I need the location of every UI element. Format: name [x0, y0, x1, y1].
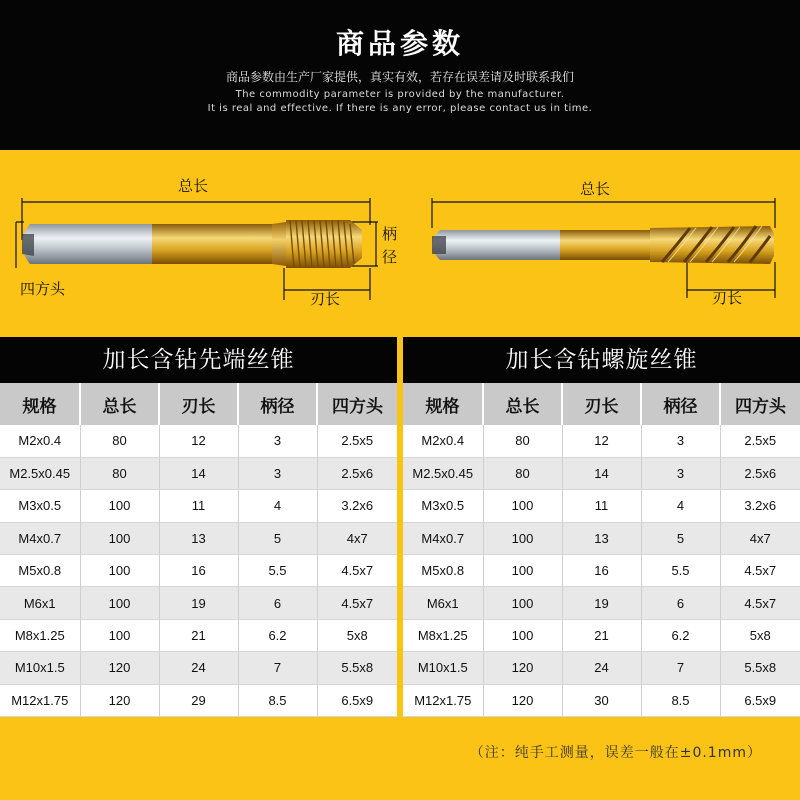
table-cell: 6.5x9 — [317, 684, 397, 716]
table-cell: 6.2 — [641, 619, 720, 651]
table-row — [0, 522, 397, 554]
column-header-shank-diameter: 柄径 — [238, 383, 317, 425]
spec-table-right — [403, 337, 800, 717]
subtitle-cn: 商品参数由生产厂家提供，真实有效，若存在误差请及时联系我们 — [225, 70, 574, 84]
table-cell: 13 — [159, 522, 238, 554]
table-cell: M5x0.8 — [403, 555, 483, 587]
table-body — [0, 425, 397, 717]
table-cell: 4.5x7 — [317, 587, 397, 619]
table-row — [403, 652, 800, 684]
table-cell: 100 — [80, 555, 159, 587]
right-total-length-dimension — [432, 198, 775, 228]
table-cell: M6x1 — [403, 587, 483, 619]
table-cell: 6.2 — [238, 619, 317, 651]
table-row — [403, 587, 800, 619]
column-header-total-length: 总长 — [80, 383, 159, 425]
table-row — [403, 522, 800, 554]
table-cell: 5.5x8 — [317, 652, 397, 684]
table-cell: M10x1.5 — [403, 652, 483, 684]
table-row — [403, 490, 800, 522]
table-cell: 12 — [159, 425, 238, 457]
table-row — [0, 652, 397, 684]
table-cell: M2x0.4 — [0, 425, 80, 457]
table-cell: 5 — [238, 522, 317, 554]
table-header-row — [403, 383, 800, 425]
subtitle-en-line-2: It is real and effective. If there is any error, please contact us in time. — [207, 103, 593, 114]
table-cell: 24 — [159, 652, 238, 684]
left-tap-tool — [22, 220, 362, 268]
table-cell: 100 — [483, 587, 562, 619]
table-cell: 2.5x6 — [720, 457, 800, 489]
table-cell: M3x0.5 — [0, 490, 80, 522]
column-header-total-length: 总长 — [483, 383, 562, 425]
spec-table — [403, 383, 800, 717]
table-cell: 100 — [483, 522, 562, 554]
subtitle-en-line-1: The commodity parameter is provided by the manufacturer. — [235, 89, 565, 100]
table-cell: 4 — [238, 490, 317, 522]
table-cell: 100 — [483, 619, 562, 651]
table-cell: M12x1.75 — [0, 684, 80, 716]
column-header-spec: 规格 — [0, 383, 80, 425]
table-cell: M5x0.8 — [0, 555, 80, 587]
table-row — [403, 684, 800, 716]
table-row — [403, 619, 800, 651]
header-banner — [0, 0, 800, 150]
column-header-blade-length: 刃长 — [562, 383, 641, 425]
table-cell: 7 — [238, 652, 317, 684]
table-cell: 6.5x9 — [720, 684, 800, 716]
table-cell: 8.5 — [238, 684, 317, 716]
table-cell: 100 — [80, 587, 159, 619]
table-cell: M10x1.5 — [0, 652, 80, 684]
table-row — [0, 490, 397, 522]
table-cell: M8x1.25 — [403, 619, 483, 651]
table-cell: 5.5 — [238, 555, 317, 587]
table-cell: M12x1.75 — [403, 684, 483, 716]
spec-table — [0, 383, 397, 717]
table-row — [0, 457, 397, 489]
table-cell: 3.2x6 — [317, 490, 397, 522]
table-cell: 30 — [562, 684, 641, 716]
table-cell: M2.5x0.45 — [0, 457, 80, 489]
table-cell: 3 — [641, 425, 720, 457]
table-cell: M8x1.25 — [0, 619, 80, 651]
table-cell: 11 — [159, 490, 238, 522]
table-cell: 3.2x6 — [720, 490, 800, 522]
column-header-square-head: 四方头 — [720, 383, 800, 425]
table-row — [0, 587, 397, 619]
table-cell: 24 — [562, 652, 641, 684]
table-row — [403, 425, 800, 457]
table-cell: 29 — [159, 684, 238, 716]
tap-dimension-diagram — [0, 150, 800, 335]
column-header-shank-diameter: 柄径 — [641, 383, 720, 425]
spec-table-left — [0, 337, 397, 717]
table-cell: 80 — [483, 457, 562, 489]
table-body — [403, 425, 800, 717]
measurement-note: （注：纯手工测量，误差一般在±0.1mm） — [469, 745, 762, 761]
table-cell: 2.5x6 — [317, 457, 397, 489]
table-cell: 21 — [562, 619, 641, 651]
table-cell: 5x8 — [720, 619, 800, 651]
shank-diameter-label-1: 柄 — [382, 225, 398, 243]
table-cell: 7 — [641, 652, 720, 684]
table-cell: 4x7 — [317, 522, 397, 554]
tap-diagram-svg — [0, 150, 800, 335]
table-row — [0, 425, 397, 457]
table-cell: 80 — [80, 457, 159, 489]
table-cell: M2.5x0.45 — [403, 457, 483, 489]
table-row — [0, 555, 397, 587]
column-header-blade-length: 刃长 — [159, 383, 238, 425]
table-cell: 100 — [483, 555, 562, 587]
right-blade-length-label: 刃长 — [712, 289, 743, 307]
table-cell: 3 — [238, 457, 317, 489]
table-cell: 80 — [80, 425, 159, 457]
right-total-length-label: 总长 — [580, 180, 611, 198]
table-cell: 21 — [159, 619, 238, 651]
table-cell: 2.5x5 — [720, 425, 800, 457]
table-cell: 5.5 — [641, 555, 720, 587]
table-cell: 5x8 — [317, 619, 397, 651]
shank-diameter-label-2: 径 — [382, 248, 398, 266]
table-cell: 3 — [641, 457, 720, 489]
table-title: 加长含钻螺旋丝锥 — [403, 337, 800, 383]
page-title: 商品参数 — [335, 27, 464, 60]
table-cell: M6x1 — [0, 587, 80, 619]
table-cell: 4.5x7 — [317, 555, 397, 587]
column-header-square-head: 四方头 — [317, 383, 397, 425]
table-cell: 8.5 — [641, 684, 720, 716]
table-cell: 11 — [562, 490, 641, 522]
table-cell: 100 — [483, 490, 562, 522]
table-header-row — [0, 383, 397, 425]
table-cell: 80 — [483, 425, 562, 457]
table-cell: 16 — [159, 555, 238, 587]
table-row — [403, 555, 800, 587]
square-head-label: 四方头 — [20, 280, 66, 298]
table-cell: 13 — [562, 522, 641, 554]
table-cell: 4x7 — [720, 522, 800, 554]
table-cell: M4x0.7 — [0, 522, 80, 554]
table-cell: 19 — [562, 587, 641, 619]
table-cell: 16 — [562, 555, 641, 587]
table-cell: 5.5x8 — [720, 652, 800, 684]
table-row — [0, 684, 397, 716]
table-cell: 120 — [483, 684, 562, 716]
table-cell: 4.5x7 — [720, 555, 800, 587]
table-cell: 100 — [80, 619, 159, 651]
table-cell: 6 — [641, 587, 720, 619]
table-cell: M2x0.4 — [403, 425, 483, 457]
table-cell: 2.5x5 — [317, 425, 397, 457]
table-cell: 100 — [80, 490, 159, 522]
right-tap-tool — [432, 226, 774, 264]
table-cell: 4.5x7 — [720, 587, 800, 619]
table-cell: M4x0.7 — [403, 522, 483, 554]
table-cell: 120 — [80, 684, 159, 716]
table-title: 加长含钻先端丝锥 — [0, 337, 397, 383]
table-cell: 3 — [238, 425, 317, 457]
table-cell: 120 — [483, 652, 562, 684]
left-total-length-label: 总长 — [178, 177, 209, 195]
table-cell: 14 — [159, 457, 238, 489]
table-cell: 19 — [159, 587, 238, 619]
table-row — [0, 619, 397, 651]
table-cell: 100 — [80, 522, 159, 554]
table-cell: 12 — [562, 425, 641, 457]
table-cell: 14 — [562, 457, 641, 489]
left-blade-length-label: 刃长 — [310, 290, 341, 308]
table-cell: 6 — [238, 587, 317, 619]
table-cell: 5 — [641, 522, 720, 554]
table-cell: 120 — [80, 652, 159, 684]
table-row — [403, 457, 800, 489]
table-cell: 4 — [641, 490, 720, 522]
table-cell: M3x0.5 — [403, 490, 483, 522]
column-header-spec: 规格 — [403, 383, 483, 425]
